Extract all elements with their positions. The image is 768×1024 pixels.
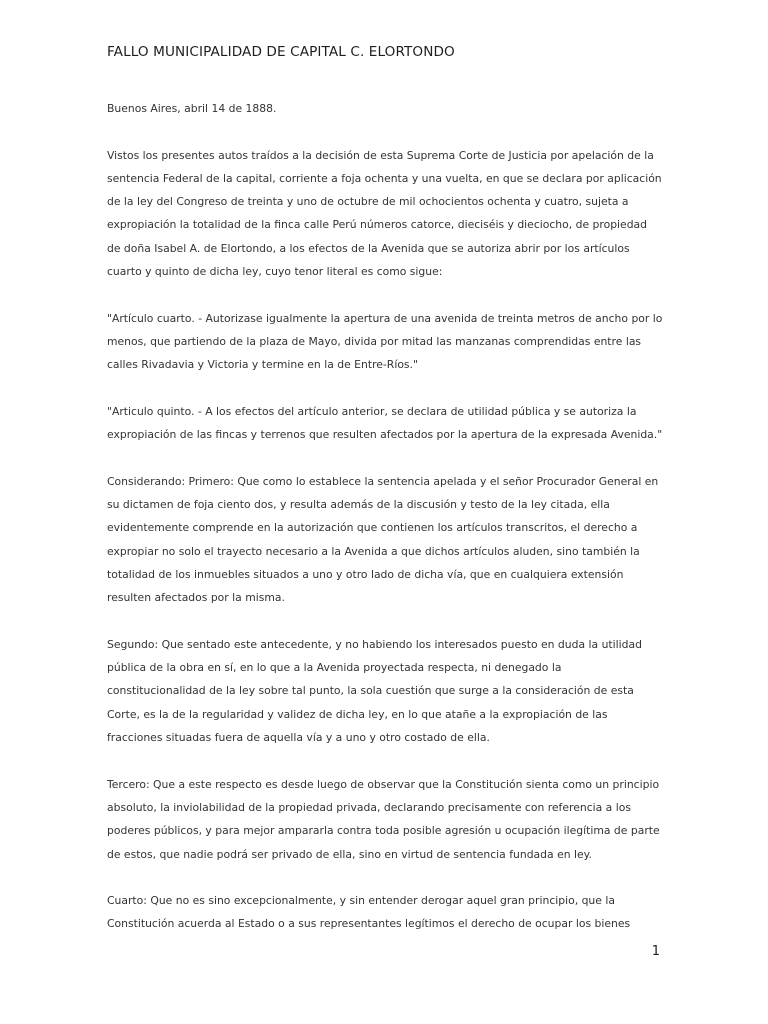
- paragraph-considerando-primero: Considerando: Primero: Que como lo establece la sentencia apelada y el señor Procurador General en su dictamen de foja ciento dos, y resulta además de la discusión y testo de la ley citada, ella evidentemente comprende en la autorización que contienen los artículos transcritos, el derecho a expropiar no solo el trayecto necesario a la Avenida a que dichos artículos aluden, sino también la totalidad de los inmuebles situados a uno y otro lado de dicha vía, que en cualquiera extensión resulten afectados por la misma.: [107, 474, 659, 605]
- paragraph-cuarto: Cuarto: Que no es sino excepcionalmente, y sin entender derogar aquel gran principio, que la Constitución acuerda al Estado o a sus representantes legítimos el derecho de ocupar los bienes: [107, 894, 631, 931]
- paragraph-tercero: Tercero: Que a este respecto es desde luego de observar que la Constitución sienta como un principio absoluto, la inviolabilidad de la propiedad privada, declarando precisamente con referencia a los poderes públicos, y para mejor ampararla contra toda posible agresión u ocupación ilegítima de parte de estos, que nadie podrá ser privado de ella, sino en virtud de sentencia fundada en ley.: [107, 777, 660, 861]
- date-line: Buenos Aires, abril 14 de 1888.: [107, 102, 277, 115]
- page-number: 1: [651, 944, 660, 959]
- document-body: [107, 97, 663, 959]
- paragraph-vistos: Vistos los presentes autos traídos a la decisión de esta Suprema Corte de Justicia por apelación de la sentencia Federal de la capital, corriente a foja ochenta y una vuelta, en que se declara por aplicación de la ley del Congreso de treinta y uno de octubre de mil ochocientos ochenta y cuatro, sujeta a expropiación la totalidad de la finca calle Perú números catorce, dieciséis y dieciocho, de propiedad de doña Isabel A. de Elortondo, a los efectos de la Avenida que se autoriza abrir por los artículos cuarto y quinto de dicha ley, cuyo tenor literal es como sigue:: [107, 148, 662, 279]
- paragraph-segundo: Segundo: Que sentado este antecedente, y no habiendo los interesados puesto en duda la utilidad pública de la obra en sí, en lo que a la Avenida proyectada respecta, ni denegado la constitucionalidad de la ley sobre tal punto, la sola cuestión que surge a la consideración de esta Corte, es la de la regularidad y validez de dicha ley, en lo que atañe a la expropiación de las fracciones situadas fuera de aquella vía y a uno y otro costado de ella.: [107, 637, 642, 745]
- document-title: FALLO MUNICIPALIDAD DE CAPITAL C. ELORTONDO: [107, 44, 455, 60]
- paragraph-articulo-quinto: "Articulo quinto. - A los efectos del artículo anterior, se declara de utilidad pública y se autoriza la expropiación de las fincas y terrenos que resulten afectados por la apertura de la expresada Avenida.": [107, 404, 663, 442]
- paragraph-articulo-cuarto: "Artículo cuarto. - Autorizase igualmente la apertura de una avenida de treinta metros de ancho por lo menos, que partiendo de la plaza de Mayo, divida por mitad las manzanas comprendidas entre las calles Rivadavia y Victoria y termine en la de Entre-Ríos.": [107, 311, 663, 372]
